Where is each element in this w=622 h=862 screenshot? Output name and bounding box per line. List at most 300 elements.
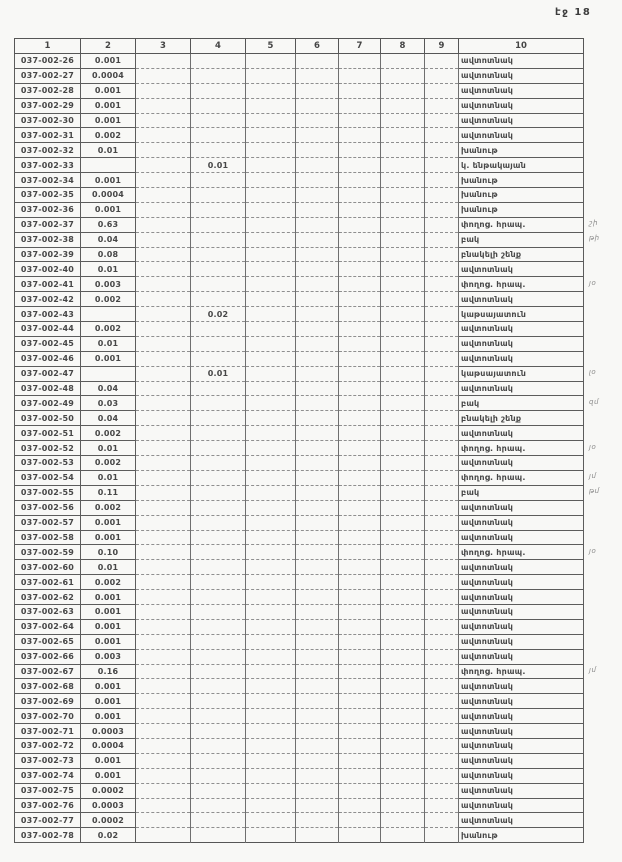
cell-col-8 [381,783,425,798]
table-row [15,307,584,322]
cell-col-10: ավտոտնակ [459,619,584,634]
cell-col-9 [425,724,459,739]
cell-col-10: ավտոտնակ [459,68,584,83]
cell-col-5 [246,798,296,813]
cell-col-5 [246,679,296,694]
cell-col-9 [425,232,459,247]
cell-col-1: 037-002-51 [15,426,81,441]
table-row [15,753,584,768]
cell-col-1: 037-002-64 [15,619,81,634]
cell-col-2: 0.001 [81,709,136,724]
cell-col-9 [425,411,459,426]
cell-col-7 [339,649,381,664]
cell-col-4 [191,530,246,545]
cell-col-1: 037-002-70 [15,709,81,724]
cell-col-9 [425,813,459,828]
cell-col-7 [339,113,381,128]
cell-col-6 [296,232,339,247]
cell-col-2: 0.02 [81,828,136,843]
cell-col-1: 037-002-32 [15,143,81,158]
header-col-9: 9 [425,39,459,54]
cell-col-5 [246,128,296,143]
cell-col-7 [339,768,381,783]
cell-col-7 [339,426,381,441]
cell-col-7 [339,664,381,679]
cell-col-5 [246,619,296,634]
cell-col-9 [425,247,459,262]
cell-col-10: ավտոտնակ [459,113,584,128]
cell-col-8 [381,545,425,560]
cell-col-4 [191,738,246,753]
cell-col-10: խանութ [459,143,584,158]
cell-col-5 [246,709,296,724]
cell-col-2: 0.002 [81,292,136,307]
cell-col-7 [339,738,381,753]
cell-col-2: 0.001 [81,83,136,98]
cell-col-9 [425,351,459,366]
cell-col-1: 037-002-61 [15,575,81,590]
cell-col-10: ավտոտնակ [459,590,584,605]
cell-col-4: 0.01 [191,366,246,381]
cell-col-3 [136,590,191,605]
cell-col-7 [339,336,381,351]
cell-col-6 [296,173,339,188]
cell-col-4 [191,753,246,768]
cell-col-2: 0.001 [81,768,136,783]
cell-col-7 [339,560,381,575]
cell-col-4 [191,277,246,292]
cell-col-4 [191,441,246,456]
cell-col-1: 037-002-55 [15,485,81,500]
cell-col-5 [246,575,296,590]
table-row [15,634,584,649]
table-row [15,828,584,843]
cell-col-1: 037-002-68 [15,679,81,694]
cell-col-5 [246,188,296,203]
table-row [15,724,584,739]
margin-note: յօ [589,278,597,287]
cell-col-9 [425,575,459,590]
cell-col-1: 037-002-37 [15,217,81,232]
table-row [15,54,584,69]
cell-col-7 [339,292,381,307]
cell-col-10: խանութ [459,188,584,203]
cell-col-5 [246,426,296,441]
cell-col-10: ավտոտնակ [459,724,584,739]
cell-col-10: բակ [459,232,584,247]
cell-col-4 [191,113,246,128]
cell-col-7 [339,485,381,500]
cell-col-1: 037-002-33 [15,158,81,173]
cell-col-8 [381,828,425,843]
cell-col-5 [246,724,296,739]
cell-col-9 [425,173,459,188]
cell-col-3 [136,500,191,515]
cell-col-10: խանութ [459,173,584,188]
cell-col-1: 037-002-34 [15,173,81,188]
cell-col-2: 0.001 [81,515,136,530]
table-row [15,411,584,426]
cell-col-5 [246,738,296,753]
cell-col-7 [339,709,381,724]
cell-col-3 [136,575,191,590]
cell-col-1: 037-002-39 [15,247,81,262]
cell-col-1: 037-002-31 [15,128,81,143]
cell-col-4 [191,515,246,530]
cell-col-9 [425,217,459,232]
cell-col-6 [296,247,339,262]
cell-col-6 [296,738,339,753]
cell-col-9 [425,634,459,649]
cell-col-5 [246,545,296,560]
cell-col-2: 0.03 [81,396,136,411]
cell-col-2: 0.11 [81,485,136,500]
cell-col-3 [136,485,191,500]
cell-col-5 [246,113,296,128]
table-row [15,545,584,560]
cell-col-10: ավտոտնակ [459,336,584,351]
cell-col-4 [191,202,246,217]
cell-col-2: 0.0004 [81,188,136,203]
table-row [15,530,584,545]
cell-col-4 [191,768,246,783]
cell-col-1: 037-002-66 [15,649,81,664]
cell-col-8 [381,604,425,619]
cell-col-1: 037-002-57 [15,515,81,530]
cell-col-10: փողոց. հրապ. [459,277,584,292]
cell-col-5 [246,173,296,188]
cell-col-3 [136,783,191,798]
cell-col-7 [339,456,381,471]
cell-col-10: ավտոտնակ [459,679,584,694]
cell-col-5 [246,664,296,679]
cell-col-1: 037-002-41 [15,277,81,292]
cell-col-3 [136,113,191,128]
cell-col-5 [246,232,296,247]
cell-col-7 [339,262,381,277]
cell-col-2: 0.002 [81,456,136,471]
cell-col-9 [425,54,459,69]
cell-col-3 [136,232,191,247]
cell-col-5 [246,247,296,262]
cell-col-1: 037-002-36 [15,202,81,217]
cell-col-6 [296,158,339,173]
cell-col-8 [381,351,425,366]
cell-col-4 [191,411,246,426]
cell-col-4 [191,649,246,664]
cell-col-3 [136,98,191,113]
cell-col-4 [191,262,246,277]
cell-col-2: 0.01 [81,441,136,456]
cell-col-4: 0.02 [191,307,246,322]
cell-col-4 [191,470,246,485]
cell-col-7 [339,158,381,173]
cell-col-8 [381,54,425,69]
table-row [15,202,584,217]
cell-col-5 [246,753,296,768]
header-col-10: 10 [459,39,584,54]
cell-col-3 [136,217,191,232]
header-col-7: 7 [339,39,381,54]
cell-col-4 [191,217,246,232]
cell-col-8 [381,158,425,173]
cell-col-5 [246,54,296,69]
cell-col-6 [296,679,339,694]
cell-col-3 [136,515,191,530]
cell-col-9 [425,515,459,530]
cell-col-3 [136,366,191,381]
cell-col-2 [81,307,136,322]
cell-col-4 [191,322,246,337]
cell-col-2: 0.001 [81,173,136,188]
cell-col-3 [136,202,191,217]
table-row [15,679,584,694]
cell-col-2: 0.01 [81,470,136,485]
cell-col-5 [246,336,296,351]
table-row [15,664,584,679]
cell-col-4 [191,232,246,247]
cell-col-6 [296,634,339,649]
cell-col-2: 0.0004 [81,68,136,83]
cell-col-9 [425,664,459,679]
cell-col-10: ավտոտնակ [459,813,584,828]
cell-col-3 [136,649,191,664]
cell-col-1: 037-002-72 [15,738,81,753]
cell-col-4 [191,351,246,366]
cell-col-6 [296,351,339,366]
table-row [15,515,584,530]
cell-col-7 [339,307,381,322]
cell-col-8 [381,232,425,247]
cell-col-4 [191,173,246,188]
cell-col-9 [425,783,459,798]
table-row [15,560,584,575]
cell-col-10: ավտոտնակ [459,649,584,664]
cell-col-2: 0.63 [81,217,136,232]
cell-col-10: փողոց. հրապ. [459,217,584,232]
cell-col-4 [191,247,246,262]
cell-col-7 [339,753,381,768]
cell-col-1: 037-002-53 [15,456,81,471]
cell-col-8 [381,753,425,768]
margin-note: յմ [589,472,597,481]
cell-col-5 [246,768,296,783]
cell-col-5 [246,500,296,515]
cell-col-4 [191,664,246,679]
cell-col-8 [381,619,425,634]
cell-col-4 [191,143,246,158]
cell-col-8 [381,575,425,590]
cell-col-7 [339,98,381,113]
table-row [15,232,584,247]
cell-col-2: 0.002 [81,128,136,143]
cell-col-1: 037-002-35 [15,188,81,203]
cell-col-4 [191,545,246,560]
cell-col-9 [425,128,459,143]
cell-col-7 [339,798,381,813]
cell-col-5 [246,634,296,649]
cell-col-4 [191,98,246,113]
cell-col-9 [425,202,459,217]
cell-col-8 [381,128,425,143]
table-row [15,396,584,411]
cell-col-2: 0.003 [81,277,136,292]
cell-col-7 [339,232,381,247]
cell-col-3 [136,143,191,158]
header-col-5: 5 [246,39,296,54]
cell-col-8 [381,634,425,649]
cell-col-10: բակ [459,485,584,500]
cell-col-5 [246,694,296,709]
cell-col-5 [246,604,296,619]
cell-col-8 [381,768,425,783]
cell-col-3 [136,753,191,768]
cell-col-10: փողոց. հրապ. [459,441,584,456]
cell-col-7 [339,202,381,217]
cell-col-6 [296,515,339,530]
cell-col-10: ավտոտնակ [459,694,584,709]
cell-col-6 [296,426,339,441]
cell-col-6 [296,98,339,113]
cell-col-1: 037-002-63 [15,604,81,619]
cell-col-9 [425,485,459,500]
cell-col-8 [381,262,425,277]
cell-col-6 [296,396,339,411]
cell-col-2: 0.001 [81,530,136,545]
cell-col-10: ավտոտնակ [459,560,584,575]
cell-col-8 [381,515,425,530]
table-row [15,590,584,605]
cell-col-8 [381,336,425,351]
cell-col-8 [381,292,425,307]
cell-col-5 [246,396,296,411]
cell-col-3 [136,694,191,709]
cell-col-8 [381,411,425,426]
cell-col-5 [246,456,296,471]
cell-col-8 [381,694,425,709]
cell-col-9 [425,560,459,575]
table-row [15,292,584,307]
cell-col-6 [296,485,339,500]
cell-col-7 [339,515,381,530]
cell-col-10: ավտոտնակ [459,530,584,545]
cell-col-1: 037-002-62 [15,590,81,605]
cell-col-9 [425,292,459,307]
cell-col-1: 037-002-40 [15,262,81,277]
cell-col-8 [381,590,425,605]
cell-col-6 [296,470,339,485]
cell-col-9 [425,798,459,813]
cell-col-4 [191,83,246,98]
cell-col-5 [246,649,296,664]
cell-col-7 [339,351,381,366]
cell-col-10: ավտոտնակ [459,98,584,113]
table-row [15,426,584,441]
table-row [15,694,584,709]
cell-col-9 [425,545,459,560]
cell-col-5 [246,560,296,575]
cell-col-7 [339,143,381,158]
cell-col-2: 0.04 [81,232,136,247]
cell-col-8 [381,322,425,337]
cell-col-8 [381,98,425,113]
cell-col-2: 0.01 [81,262,136,277]
cell-col-2: 0.002 [81,575,136,590]
cell-col-6 [296,277,339,292]
cell-col-4 [191,679,246,694]
cell-col-5 [246,813,296,828]
cell-col-2: 0.01 [81,143,136,158]
cell-col-7 [339,634,381,649]
cell-col-3 [136,292,191,307]
cell-col-2 [81,158,136,173]
cell-col-1: 037-002-29 [15,98,81,113]
cell-col-9 [425,694,459,709]
cell-col-3 [136,158,191,173]
cell-col-7 [339,54,381,69]
cell-col-9 [425,470,459,485]
cell-col-9 [425,188,459,203]
cell-col-6 [296,709,339,724]
cell-col-10: ավտոտնակ [459,783,584,798]
cell-col-4 [191,634,246,649]
cell-col-9 [425,649,459,664]
cell-col-3 [136,396,191,411]
cell-col-2: 0.01 [81,560,136,575]
cell-col-6 [296,575,339,590]
cell-col-4 [191,619,246,634]
table-row [15,188,584,203]
cell-col-4 [191,813,246,828]
margin-note: լօ [589,368,597,376]
cell-col-5 [246,441,296,456]
cell-col-10: ավտոտնակ [459,83,584,98]
table-row [15,813,584,828]
cell-col-7 [339,396,381,411]
cell-col-2: 0.001 [81,634,136,649]
cell-col-6 [296,68,339,83]
cell-col-3 [136,798,191,813]
cell-col-2: 0.0002 [81,813,136,828]
cell-col-6 [296,366,339,381]
cell-col-4 [191,336,246,351]
cell-col-9 [425,709,459,724]
cell-col-8 [381,381,425,396]
land-parcel-table [14,38,584,843]
cell-col-1: 037-002-59 [15,545,81,560]
cell-col-10: բնակելի շենք [459,411,584,426]
cell-col-8 [381,679,425,694]
cell-col-5 [246,292,296,307]
cell-col-6 [296,322,339,337]
cell-col-6 [296,590,339,605]
cell-col-5 [246,202,296,217]
cell-col-8 [381,813,425,828]
cell-col-7 [339,128,381,143]
cell-col-3 [136,128,191,143]
cell-col-8 [381,143,425,158]
table-row [15,366,584,381]
cell-col-3 [136,54,191,69]
table-header-row [15,39,584,54]
cell-col-6 [296,292,339,307]
table-row [15,113,584,128]
cell-col-5 [246,307,296,322]
cell-col-5 [246,98,296,113]
cell-col-6 [296,83,339,98]
cell-col-2: 0.08 [81,247,136,262]
cell-col-7 [339,366,381,381]
